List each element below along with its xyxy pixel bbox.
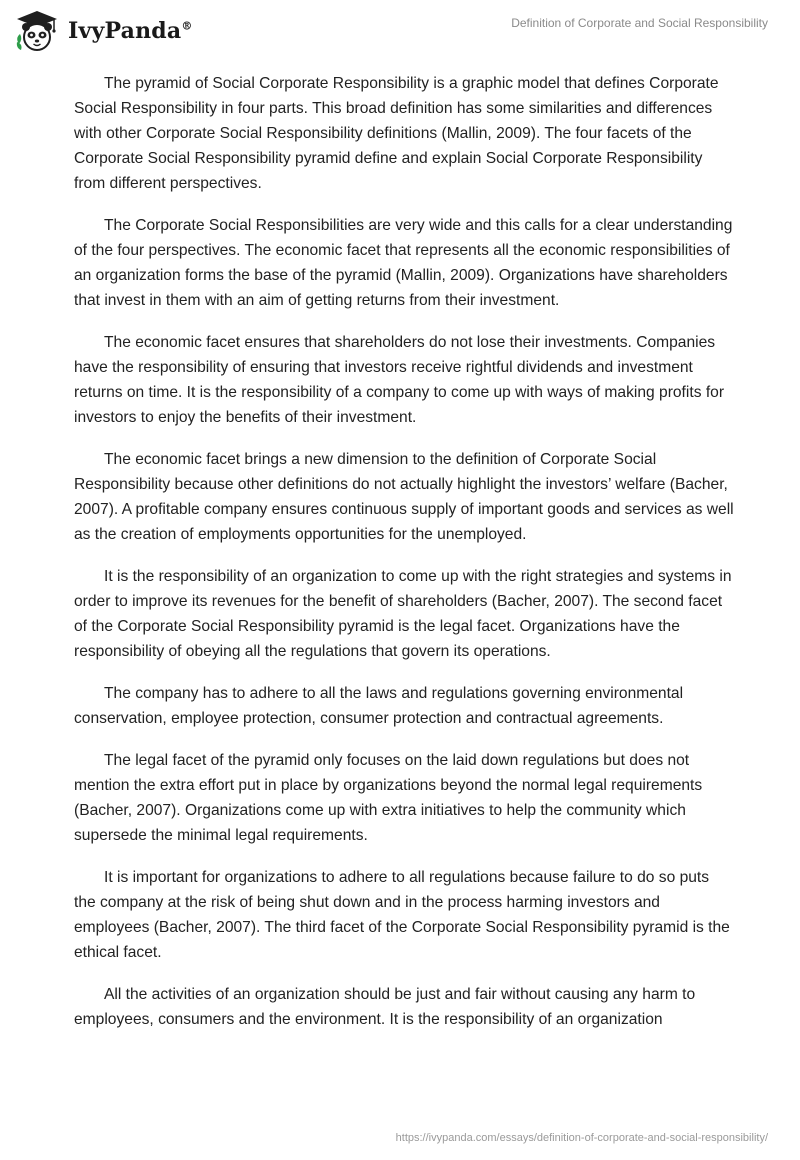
- paragraph: The pyramid of Social Corporate Responsibility is a graphic model that defines Corporate Social Responsibility in four parts. This broad definition has some similarities and differences with other Corporate Social Responsibility definitions (Mallin, 2009). The four facets of the Corporate Social Responsibility pyramid define and explain Social Corporate Responsibility from different perspectives.: [74, 75, 719, 192]
- document-title: Definition of Corporate and Social Responsibility: [511, 16, 768, 30]
- essay-body: [74, 71, 734, 1049]
- registered-mark: ®: [181, 19, 193, 33]
- panda-graduate-icon: [14, 8, 60, 54]
- paragraph: All the activities of an organization should be just and fair without causing any harm to employees, consumers and the environment. It is the responsibility of an organization: [74, 986, 696, 1028]
- paragraph: It is important for organizations to adhere to all regulations because failure to do so puts the company at the risk of being shut down and in the process harming investors and employees (Bacher, 2007). The third facet of the Corporate Social Responsibility pyramid is the ethical facet.: [74, 869, 730, 961]
- paragraph: It is the responsibility of an organization to come up with the right strategies and systems in order to improve its revenues for the benefit of shareholders (Bacher, 2007). The second facet of the Corporate Social Responsibility pyramid is the legal facet. Organizations have the responsibility of obeying all the regulations that govern its operations.: [74, 568, 732, 660]
- source-url[interactable]: https://ivypanda.com/essays/definition-of-corporate-and-social-responsibility/: [395, 1132, 768, 1144]
- paragraph: The company has to adhere to all the laws and regulations governing environmental conservation, employee protection, consumer protection and contractual agreements.: [74, 685, 684, 727]
- paragraph: The Corporate Social Responsibilities are very wide and this calls for a clear understanding of the four perspectives. The economic facet that represents all the economic responsibilities of an organization forms the base of the pyramid (Mallin, 2009). Organizations have shareholders that invest in them with an aim of getting returns from their investment.: [74, 217, 733, 309]
- paragraph: The legal facet of the pyramid only focuses on the laid down regulations but does not mention the extra effort put in place by organizations beyond the normal legal requirements (Bacher, 2007). Organizations come up with extra initiatives to help the community which supersede the minimal legal requirements.: [74, 752, 703, 844]
- paragraph: The economic facet ensures that shareholders do not lose their investments. Companies have the responsibility of ensuring that investors receive rightful dividends and investment returns on time. It is the responsibility of a company to come up with ways of making profits for investors to enjoy the benefits of their investment.: [74, 334, 725, 426]
- page-header: [0, 0, 800, 60]
- brand-name: IvyPanda®: [68, 18, 193, 44]
- paragraph: The economic facet brings a new dimension to the definition of Corporate Social Responsibility because other definitions do not actually highlight the investors’ welfare (Bacher, 2007). A profitable company ensures continuous supply of important goods and services as well as the creation of employments opportunities for the unemployed.: [74, 451, 734, 543]
- ivypanda-logo[interactable]: [14, 8, 193, 54]
